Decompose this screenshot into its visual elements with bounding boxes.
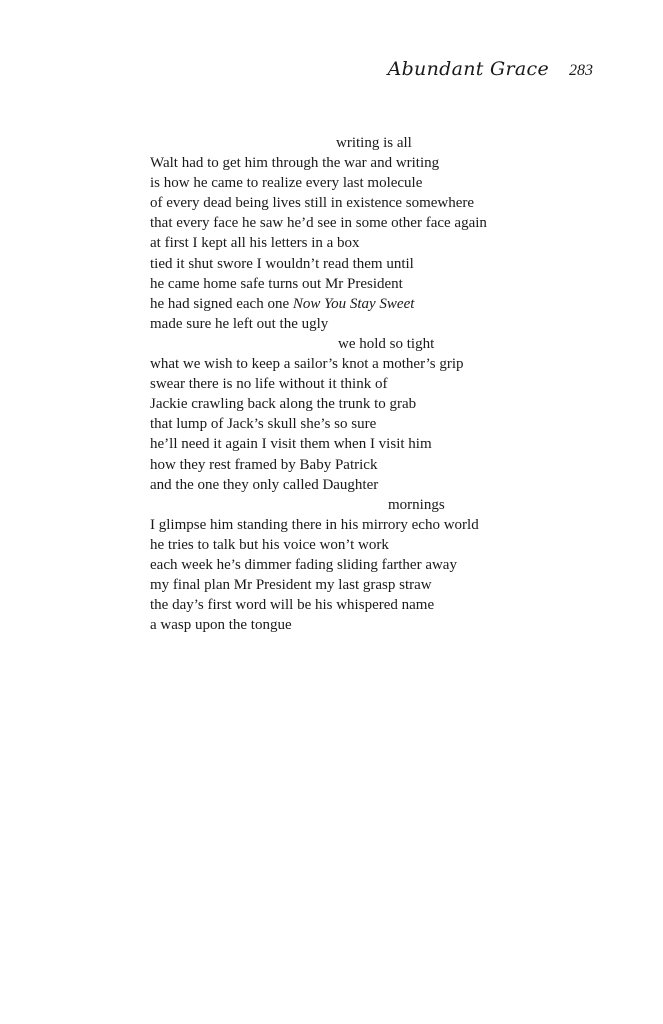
poem-line: Jackie crawling back along the trunk to grab (150, 396, 417, 413)
poem-line: he’ll need it again I visit them when I visit him (150, 436, 432, 453)
poem-line: my final plan Mr President my last grasp straw (150, 577, 432, 594)
poem-line: he came home safe turns out Mr President (150, 275, 403, 292)
poem-line: tied it shut swore I wouldn’t read them until (150, 255, 414, 272)
poem-line: writing is all (336, 135, 412, 151)
poem-line: that lump of Jack’s skull she’s so sure (150, 416, 377, 433)
poem-line-text: he had signed each one (150, 295, 293, 312)
poem-line: and the one they only called Daughter (150, 476, 379, 493)
poem-line (150, 294, 570, 314)
italic-phrase: Now You Stay Sweet (292, 295, 415, 312)
poem-body (150, 133, 570, 635)
poem-line: that every face he saw he’d see in some other face again (150, 215, 487, 232)
poem-line: a wasp upon the tongue (150, 617, 292, 634)
poem-line: I glimpse him standing there in his mirrory echo world (150, 516, 479, 533)
poem-line: what we wish to keep a sailor’s knot a mother’s grip (150, 356, 464, 373)
poem-line: the day’s first word will be his whispered name (150, 597, 435, 614)
running-head (388, 58, 593, 80)
poem-line: at first I kept all his letters in a box (150, 235, 360, 252)
poem-line: we hold so tight (338, 335, 435, 352)
poem-line: he tries to talk but his voice won’t work (150, 536, 389, 553)
poem-line: how they rest framed by Baby Patrick (150, 456, 378, 473)
poem-line: each week he’s dimmer fading sliding farther away (150, 556, 457, 573)
poem-line: made sure he left out the ugly (150, 315, 329, 332)
page-number: 283 (569, 62, 593, 79)
poem-line: swear there is no life without it think of (150, 376, 388, 393)
poem-line: of every dead being lives still in existence somewhere (150, 195, 475, 212)
poem-line: is how he came to realize every last molecule (150, 175, 423, 192)
poem-line: Walt had to get him through the war and writing (150, 155, 440, 172)
running-title: Abundant Grace (387, 58, 549, 80)
poem-line: mornings (388, 496, 445, 513)
